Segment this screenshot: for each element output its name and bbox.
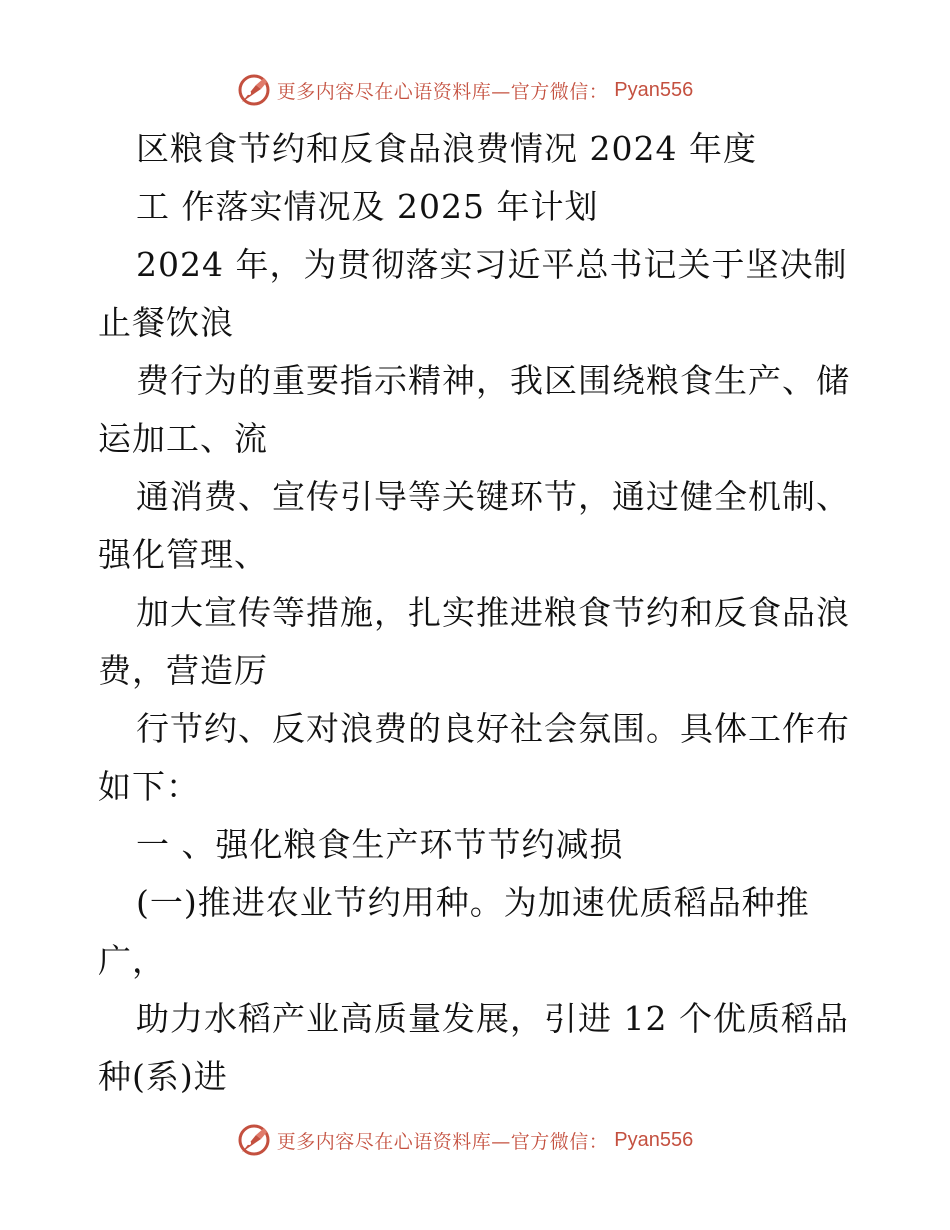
header-watermark xyxy=(0,70,950,110)
section-heading-1: 一 、强化粮食生产环节节约减损 xyxy=(136,825,624,864)
pen-nib-logo-icon xyxy=(237,73,271,107)
doc-line-1: 区粮食节约和反食品浪费情况 2024 年度 xyxy=(136,129,757,168)
doc-line-11: 行节约、反对浪费的良好社会氛围。具体工作布 xyxy=(136,709,850,748)
doc-line-15: 广， xyxy=(98,941,166,980)
doc-line-3: 2024 年，为贯彻落实习近平总书记关于坚决制 xyxy=(136,245,848,284)
watermark-site-text: 更多内容尽在心语资料库—官方微信： xyxy=(276,1130,609,1153)
watermark-site-text: 更多内容尽在心语资料库—官方微信： xyxy=(276,80,609,103)
doc-line-5: 费行为的重要指示精神，我区围绕粮食生产、储 xyxy=(136,361,850,400)
watermark-contact: Pyan556 xyxy=(614,78,694,101)
doc-line-10: 费，营造厉 xyxy=(98,651,268,690)
doc-line-14: (一)推进农业节约用种。为加速优质稻品种推 xyxy=(136,883,810,922)
doc-line-2: 工 作落实情况及 2025 年计划 xyxy=(136,187,599,226)
footer-watermark xyxy=(0,1120,950,1160)
doc-line-7: 通消费、宣传引导等关键环节，通过健全机制、 xyxy=(136,477,850,516)
doc-line-16: 助力水稻产业高质量发展，引进 12 个优质稻品 xyxy=(136,999,849,1038)
doc-line-17: 种(系)进 xyxy=(98,1057,228,1096)
doc-line-4: 止餐饮浪 xyxy=(98,303,234,342)
doc-line-12: 如下： xyxy=(98,767,200,806)
doc-line-9: 加大宣传等措施，扎实推进粮食节约和反食品浪 xyxy=(136,593,850,632)
doc-line-6: 运加工、流 xyxy=(98,419,268,458)
doc-line-8: 强化管理、 xyxy=(98,535,268,574)
pen-nib-logo-icon xyxy=(237,1123,271,1157)
watermark-contact: Pyan556 xyxy=(614,1128,694,1151)
document-body xyxy=(98,120,858,1106)
